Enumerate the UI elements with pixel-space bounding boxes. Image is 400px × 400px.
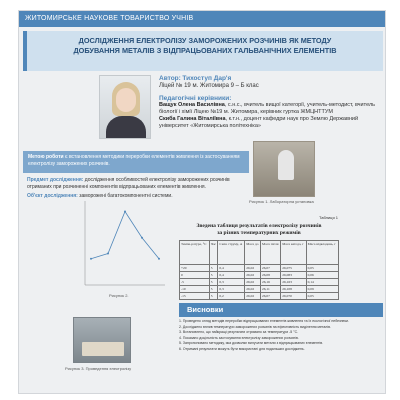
caption-fig1: Рисунок 1. Лабораторна установка <box>249 199 314 204</box>
table-row <box>180 286 339 293</box>
data-point <box>124 211 126 213</box>
table-cell: 26,02 <box>245 265 261 272</box>
conclusion-item: 5. Запропоновано методику, яка дозволяє вилучати метали з відпрацьованих елементів. <box>179 341 324 345</box>
table-cell: 26,07 <box>261 265 281 272</box>
table-row <box>180 279 339 286</box>
table-cell: 0,3 <box>218 286 245 293</box>
table-cell: 26,02 <box>245 272 261 279</box>
table-title-1: Зведена таблиця результатів електролізу розчинів <box>196 223 322 229</box>
table-cell: 26,07 <box>261 293 281 300</box>
table-cell: 0 <box>180 272 210 279</box>
data-point <box>107 253 109 255</box>
table-cell: 26,02 <box>245 286 261 293</box>
table-cell: 5 <box>209 279 218 286</box>
table-cell: 5 <box>209 272 218 279</box>
table-cell: 0,4 <box>218 265 245 272</box>
caption-fig2: Рисунок 2. <box>109 293 129 298</box>
title-line-2: ДОБУВАННЯ МЕТАЛІВ З ВІДПРАЦЬОВАНИХ ГАЛЬВАНІЧНИХ ЕЛЕМЕНТІВ <box>73 46 337 55</box>
author-school: Ліцей № 19 м. Житомира 9 – Б клас <box>159 83 259 89</box>
author-block <box>159 75 379 130</box>
table-cell: 26,070 <box>281 293 306 300</box>
conclusion-item: 6. Отримані результати можуть бути використані для подальших досліджень. <box>179 346 305 351</box>
table-cell: 0,05 <box>306 265 338 272</box>
author-label: Автор: <box>159 75 181 82</box>
table-cell: 26,02 <box>245 279 261 286</box>
table-cell: 0,3 <box>218 279 245 286</box>
lab-photo-1 <box>253 141 315 197</box>
supervisors-label: Педагогічні керівники: <box>159 95 232 102</box>
conclusion-item: 4. Показано доцільність застосування електролізу заморожених розчинів. <box>179 335 299 340</box>
supervisor-2-desc: , к.т.н., доцент кафедри наук про Землю Державний університет «Житомирська політехніка» <box>159 116 359 129</box>
chart-svg <box>75 197 169 291</box>
table-header-cell: Темпе-ратура, °С <box>180 241 210 265</box>
table-header-cell: Маса катода, г <box>281 241 306 265</box>
poster <box>18 10 386 394</box>
results-table-wrap <box>179 223 339 300</box>
subject-label: Предмет дослідження: <box>27 177 84 183</box>
table-cell: -15 <box>180 293 210 300</box>
object-label: Об'єкт дослідження: <box>27 193 78 199</box>
table-cell: -10 <box>180 286 210 293</box>
table-header-cell: Сила струму, А <box>218 241 245 265</box>
table-header-cell: Маса відкладень, г <box>306 241 338 265</box>
table-cell: 26,16 <box>261 279 281 286</box>
table-cell: 26,02 <box>245 293 261 300</box>
goal-text: є встановлення методики переробки елементів живлення із застосуванням електролізу заморожених розчинів. <box>28 154 240 167</box>
goal-label: Метою роботи <box>28 154 64 160</box>
subject <box>27 177 249 191</box>
data-point <box>90 258 92 260</box>
supervisor-1-desc: , с.н.с., вчитель вищої категорії, учитель-методист, вчитель біології і хімії Ліцею №19 м. Житомира, керівник гуртка ЖМЦНТТУМ <box>159 102 376 115</box>
supervisor-2-name: Скиба Галина Віталіївна <box>159 116 226 122</box>
table-cell: 0,2 <box>218 293 245 300</box>
org-header: ЖИТОМИРСЬКЕ НАУКОВЕ ТОВАРИСТВО УЧНІВ <box>19 11 385 27</box>
table-cell: 0,4 <box>218 272 245 279</box>
data-point <box>141 237 143 239</box>
table-header-cell: Час <box>209 241 218 265</box>
object-text: заморожені багатокомпонентні системи. <box>77 193 173 199</box>
chart <box>75 197 169 299</box>
table-number: Таблиця 1 <box>319 215 338 220</box>
table-cell: 26,083 <box>281 272 306 279</box>
table-cell: 0,09 <box>306 286 338 293</box>
table-header-cell: Маса після <box>261 241 281 265</box>
author-name: Тихоступ Дар'я <box>182 75 232 82</box>
conclusion-item: 3. Встановлено, що найкращі результати отримано за температури -5 °С. <box>179 330 299 334</box>
table-title-2: за різних температурних режимів <box>217 230 301 236</box>
subject-text: дослідження особливостей електролізу заморожених розчинів отриманих при розчиненні компонентів відпрацьованих елементів живлення. <box>27 177 230 190</box>
table-header-cell: Маса до <box>245 241 261 265</box>
table-cell: -5 <box>180 279 210 286</box>
table-cell: 26,08 <box>261 272 281 279</box>
table-cell: 0,06 <box>306 272 338 279</box>
conclusions-heading: Висновки <box>179 303 383 317</box>
supervisor-1-name: Ващук Олена Василівна <box>159 102 225 108</box>
conclusions-list <box>179 319 383 352</box>
table-cell: 5 <box>209 265 218 272</box>
table-cell: 5 <box>209 293 218 300</box>
lab-photo-2 <box>73 317 131 363</box>
table-cell: 26,11 <box>261 286 281 293</box>
table-cell: 5 <box>209 286 218 293</box>
results-table <box>179 240 339 300</box>
conclusion-item: 1. Проведено огляд методів переробки відпрацьованих елементів живлення та їх екологічної небезпеки. <box>179 319 349 323</box>
table-cell: 26,163 <box>281 279 306 286</box>
series-line <box>91 212 159 259</box>
table-cell: 0,05 <box>306 293 338 300</box>
table-cell: 0,14 <box>306 279 338 286</box>
table-cell: +20 <box>180 265 210 272</box>
supervisor-1 <box>159 102 379 116</box>
data-point <box>158 258 160 260</box>
table-row <box>180 293 339 300</box>
title-line-1: ДОСЛІДЖЕННЯ ЕЛЕКТРОЛІЗУ ЗАМОРОЖЕНИХ РОЗЧИНІВ ЯК МЕТОДУ <box>78 36 332 45</box>
title-box <box>23 31 383 71</box>
table-row <box>180 265 339 272</box>
conclusion-item: 2. Досліджено вплив температури заморожених розчинів на ефективність виділення металів. <box>179 324 331 329</box>
author-photo <box>99 75 151 139</box>
table-cell: 26,108 <box>281 286 306 293</box>
caption-fig3: Рисунок 3. Проведення електролізу <box>65 366 132 371</box>
table-row <box>180 272 339 279</box>
supervisor-2 <box>159 116 379 130</box>
goal-box <box>23 151 249 173</box>
table-cell: 26,075 <box>281 265 306 272</box>
